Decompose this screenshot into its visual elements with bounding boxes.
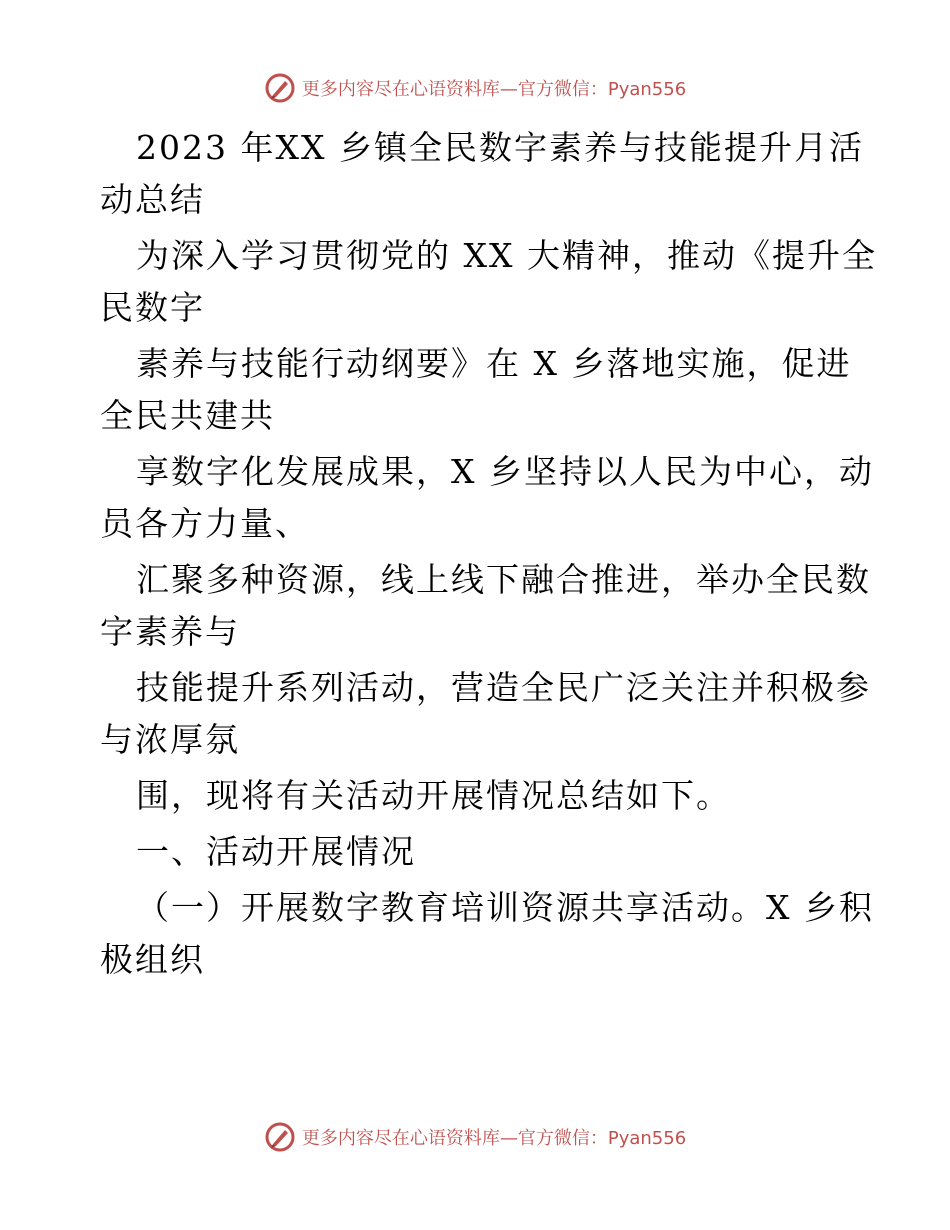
pen-circle-logo-icon	[264, 72, 296, 104]
paragraph-line: 素养与技能行动纲要》在 X 乡落地实施，促进	[136, 344, 852, 383]
paragraph-line: 极组织	[100, 940, 205, 979]
footer-banner-text: 更多内容尽在心语资料库—官方微信：Pyan556	[301, 1128, 687, 1149]
footer-banner	[0, 1121, 950, 1153]
paragraph-line: 为深入学习贯彻党的 XX 大精神，推动《提升全	[136, 236, 877, 275]
paragraph-line: 与浓厚氛	[100, 720, 240, 759]
header-banner-text: 更多内容尽在心语资料库—官方微信：Pyan556	[301, 79, 687, 100]
paragraph-line: 员各方力量、	[100, 504, 310, 543]
header-banner	[0, 72, 950, 104]
paragraph-line: 汇聚多种资源，线上线下融合推进，举办全民数	[136, 560, 871, 599]
pen-circle-logo-icon	[264, 1121, 296, 1153]
paragraph-line: 民数字	[100, 288, 205, 327]
title-line-2: 动总结	[100, 180, 205, 219]
paragraph-line: 全民共建共	[100, 396, 275, 435]
paragraph-line: 享数字化发展成果，X 乡坚持以人民为中心，动	[136, 452, 874, 491]
paragraph-line: 围，现将有关活动开展情况总结如下。	[136, 776, 731, 815]
document-body	[100, 122, 877, 986]
paragraph-line: （一）开展数字教育培训资源共享活动。X 乡积	[136, 888, 874, 927]
section-heading: 一、活动开展情况	[136, 832, 416, 871]
title-line-1: 2023 年XX 乡镇全民数字素养与技能提升月活	[136, 128, 864, 167]
paragraph-line: 技能提升系列活动，营造全民广泛关注并积极参	[136, 668, 871, 707]
paragraph-line: 字素养与	[100, 612, 240, 651]
